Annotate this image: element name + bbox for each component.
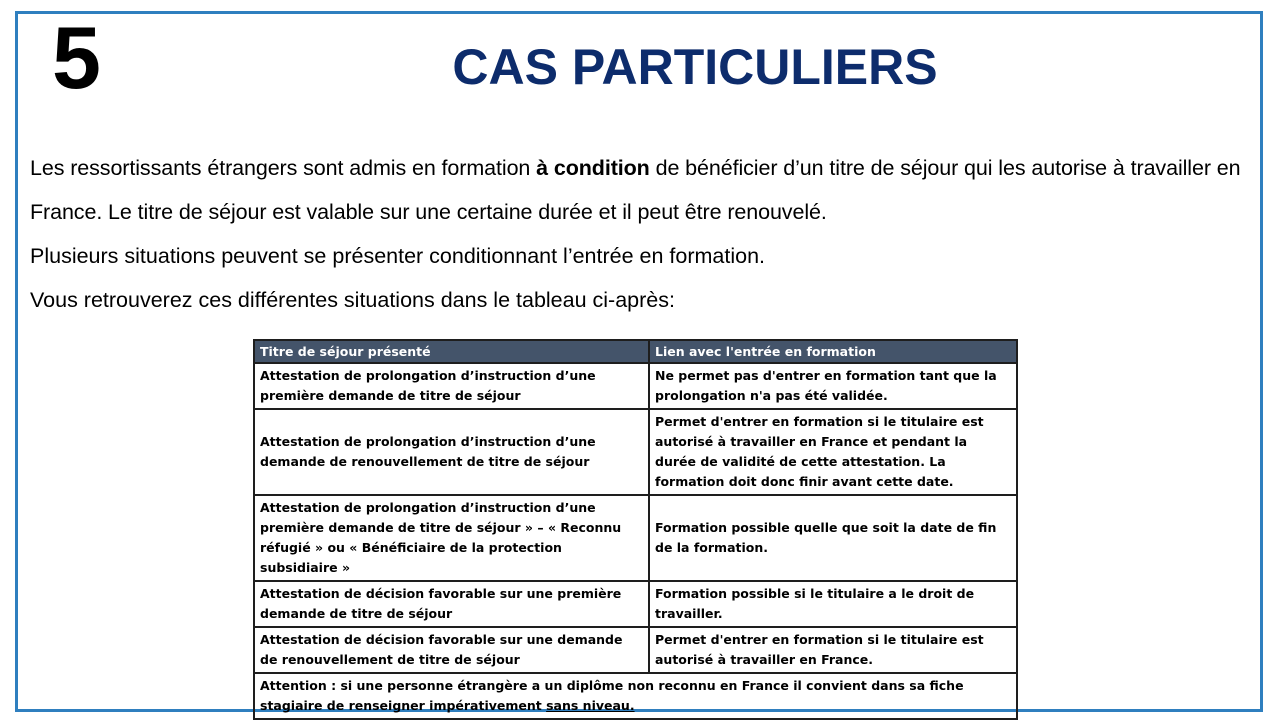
table-cell-link: Ne permet pas d'entrer en formation tant que la prolongation n'a pas été validée. — [649, 363, 1017, 409]
intro-p1-start: Les ressortissants étrangers sont admis en formation — [30, 156, 537, 180]
table-row — [254, 627, 1017, 673]
table-cell-permit: Attestation de prolongation d’instruction d’une demande de renouvellement de titre de séjour — [254, 409, 649, 495]
intro-text — [30, 146, 1256, 322]
intro-paragraph-1 — [30, 146, 1256, 234]
table-row — [254, 409, 1017, 495]
intro-paragraph-2: Plusieurs situations peuvent se présenter conditionnant l’entrée en formation. — [30, 244, 766, 268]
table-row — [254, 363, 1017, 409]
residence-permit-table — [253, 339, 1018, 720]
table-cell-link: Permet d'entrer en formation si le titulaire est autorisé à travailler en France et pendant la durée de validité de cette attestation. La formation doit donc finir avant cette date. — [649, 409, 1017, 495]
table-cell-permit: Attestation de décision favorable sur une demande de renouvellement de titre de séjour — [254, 627, 649, 673]
table-row — [254, 581, 1017, 627]
intro-paragraph-3: Vous retrouverez ces différentes situations dans le tableau ci-après: — [30, 288, 675, 312]
table-row — [254, 495, 1017, 581]
table-cell-permit: Attestation de prolongation d’instruction d’une première demande de titre de séjour » – « Reconnu réfugié » ou « Bénéficiaire de la protection subsidiaire » — [254, 495, 649, 581]
intro-p1-end: de bénéficier d’un titre de séjour qui les autorise à travailler en France. Le titre de séjour est valable sur une certaine durée et il peut être renouvelé. — [30, 156, 1241, 224]
table-header-link: Lien avec l'entrée en formation — [649, 340, 1017, 363]
table-header-row — [254, 340, 1017, 363]
page-title: CAS PARTICULIERS — [452, 39, 938, 95]
table-note-emphasis: sans niveau. — [546, 698, 635, 713]
table-cell-link: Formation possible quelle que soit la date de fin de la formation. — [649, 495, 1017, 581]
table-cell-link: Permet d'entrer en formation si le titulaire est autorisé à travailler en France. — [649, 627, 1017, 673]
table-cell-permit: Attestation de décision favorable sur une première demande de titre de séjour — [254, 581, 649, 627]
table-header-permit: Titre de séjour présenté — [254, 340, 649, 363]
slide-number: 5 — [52, 8, 101, 107]
table-note-text: Attention : si une personne étrangère a un diplôme non reconnu en France il convient dans sa fiche stagiaire de renseigner impérativement — [260, 678, 964, 713]
table-cell-link: Formation possible si le titulaire a le droit de travailler. — [649, 581, 1017, 627]
table-cell-permit: Attestation de prolongation d’instruction d’une première demande de titre de séjour — [254, 363, 649, 409]
intro-p1-bold: à condition — [536, 156, 650, 180]
table-note-row — [254, 673, 1017, 719]
table-note — [254, 673, 1017, 719]
